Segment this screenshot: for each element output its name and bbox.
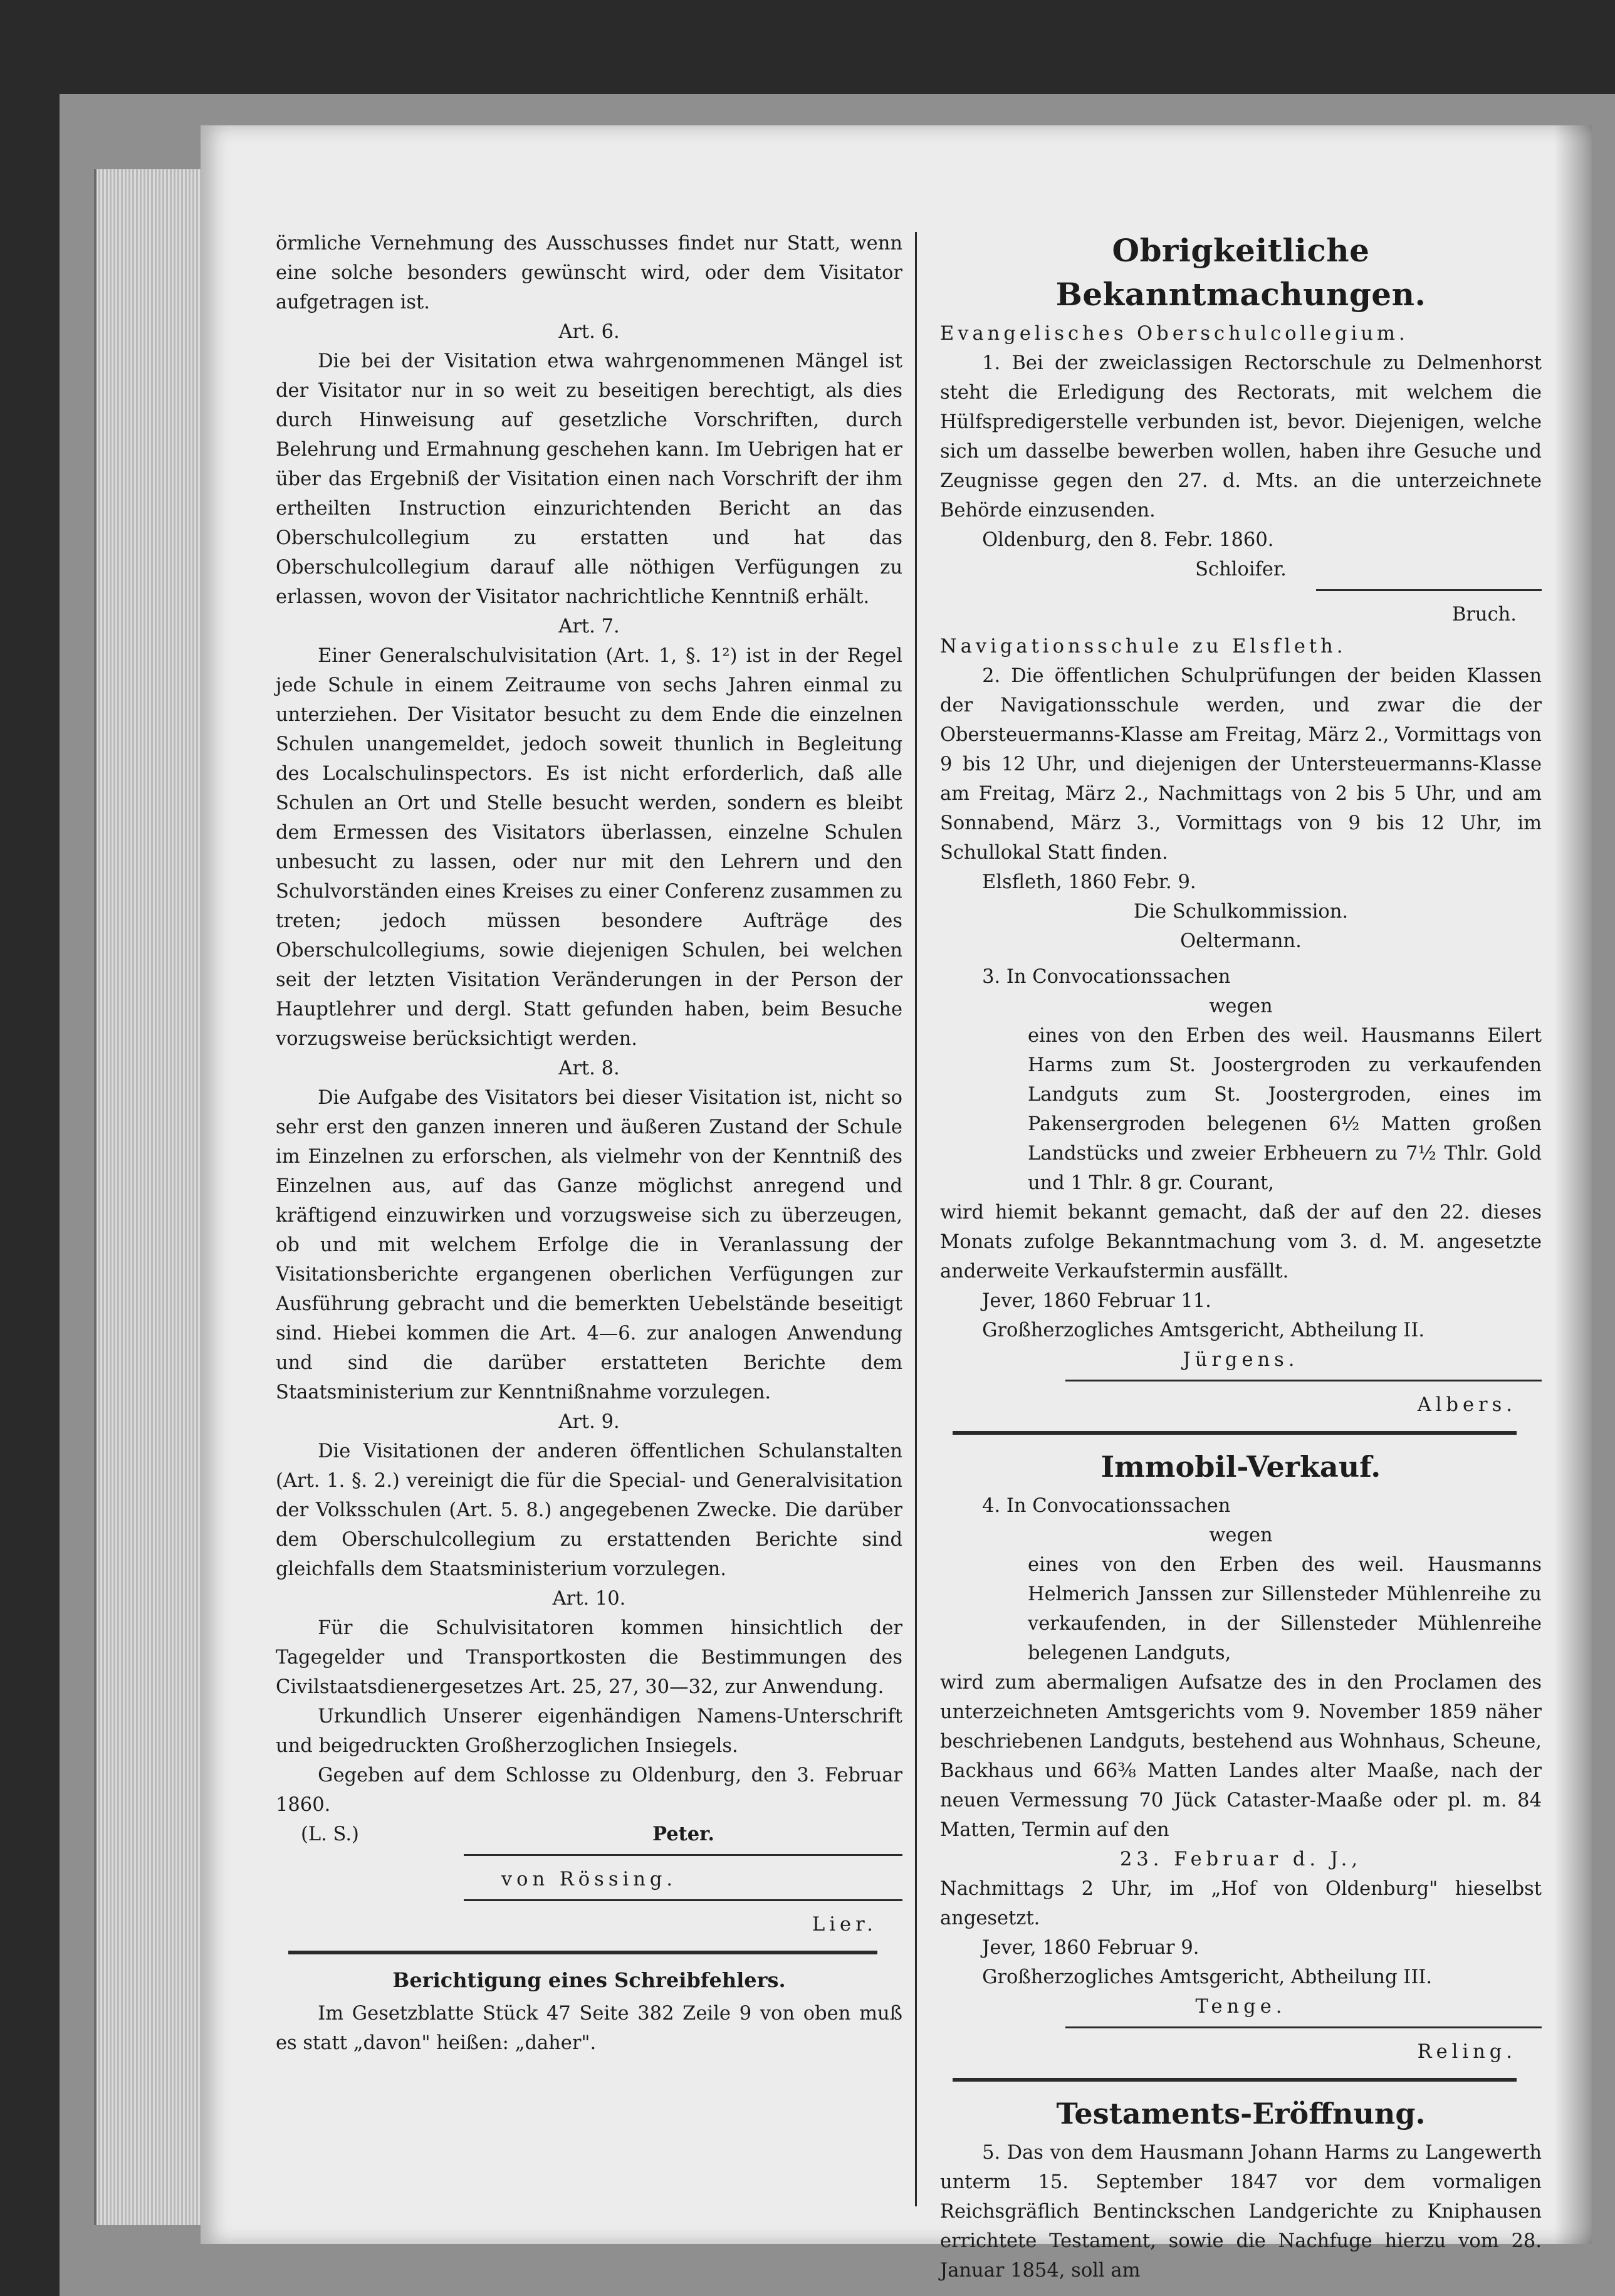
- signature: Oeltermann.: [1180, 930, 1302, 952]
- notice-5: 5. Das von dem Hausmann Johann Harms zu Langewerth unterm 15. September 1847 vor dem vormaligen Reichsgräflich Bentinckschen Landgerichte zu Kniphausen errichtete Testament, sowie die Nachfuge hierzu vom 28. Januar 1854, soll am: [940, 2142, 1542, 2282]
- column-divider: [915, 232, 917, 2206]
- notice-3-heading: 3. In Convocationssachen: [982, 966, 1231, 988]
- page-headline: Obrigkeitliche Bekanntmachungen.: [1055, 232, 1426, 313]
- paragraph: Urkundlich Unserer eigenhändigen Namens-Unterschrift und beigedruckten Großherzoglichen Insiegels.: [276, 1706, 902, 1757]
- page-edges: [94, 169, 209, 2225]
- document-page: [201, 125, 1592, 2282]
- paragraph: Die bei der Visitation etwa wahrgenommenen Mängel ist der Visitator nur in so weit zu beseitigen berechtigt, als dies durch Hinweisung auf gesetzliche Vorschriften, durch Belehrung und Ermahnung geschehen kann. Im Uebrigen hat er über das Ergebniß der Visitation einen nach Vorschrift der ihm ertheilten Instruction einzurichtenden Bericht an das Oberschulcollegium zu erstatten und hat das Oberschulcollegium darauf alle nöthigen Verfügungen zu erlassen, wovon der Visitator nachrichtliche Kenntniß erhält.: [276, 350, 902, 608]
- signature-lier: Lier.: [812, 1914, 877, 1936]
- section-rule: [953, 1431, 1517, 1435]
- court-name: Großherzogliches Amtsgericht, Abtheilung II.: [982, 1319, 1425, 1341]
- wegen-label: wegen: [1209, 995, 1273, 1017]
- left-column: [276, 229, 902, 2058]
- section-title-immobil: Immobil-Verkauf.: [1100, 1450, 1381, 1484]
- signature: Bruch.: [1451, 604, 1517, 626]
- seal-mark: (L. S.): [301, 1823, 359, 1845]
- signature: Tenge.: [1195, 1996, 1287, 2018]
- paragraph: Die Aufgabe des Visitators bei dieser Visitation ist, nicht so sehr erst den ganzen inneren und äußeren Zustand der Schule im Einzelnen zu erforschen, als vielmehr von der Kenntniß des Einzelnen aus, auf das Ganze möglichst anregend und kräftigend einzuwirken und vorzugsweise sich zu überzeugen, ob und mit welchem Erfolge die in Veranlassung der Visitationsberichte ergangenen oberlichen Verfügungen zur Ausführung gebracht und die bemerkten Uebelstände beseitigt sind. Hiebei kommen die Art. 4—6. zur analogen Anwendung und sind die darüber erstatteten Berichte dem Staatsministerium zur Kenntnißnahme vorzulegen.: [276, 1087, 902, 1403]
- rule: [1316, 589, 1542, 591]
- notice-2: 2. Die öffentlichen Schulprüfungen der beiden Klassen der Navigationsschule werden, und zwar die der Obersteuermanns-Klasse am Freitag, März 2., Vormittags von 9 bis 12 Uhr, und diejenigen der Untersteuermanns-Klasse am Freitag, März 2., Nachmittags von 2 bis 5 Uhr, und am Sonnabend, März 3., Vormittags von 9 bis 12 Uhr, im Schullokal Statt finden.: [940, 665, 1542, 864]
- article-heading: Art. 8.: [558, 1057, 620, 1079]
- notice-3-subject: eines von den Erben des weil. Hausmanns Eilert Harms zum St. Joostergroden zu verkaufenden Landguts zum St. Joostergroden, eines im Pakensergroden belegenen 6½ Matten großen Landstücks und zweier Erbheuern zu 7½ Thlr. Gold und 1 Thlr. 8 gr. Courant,: [1028, 1025, 1542, 1194]
- notice-1: 1. Bei der zweiclassigen Rectorschule zu Delmenhorst steht die Erledigung des Rectorats, mit welchem die Hülfspredigerstelle verbunden ist, bevor. Diejenigen, welche sich um dasselbe bewerben wollen, haben ihre Gesuche und Zeugnisse gegen den 27. d. Mts. an die unterzeichnete Behörde einzusenden.: [940, 352, 1542, 522]
- notice-4-text: wird zum abermaligen Aufsatze des in den Proclamen des unterzeichneten Amtsgerichts vom 9. November 1859 näher beschriebenen Landguts, bestehend aus Wohnhaus, Scheune, Backhaus und 66⅜ Matten Landes alter Maaße, nach der neuen Vermessung 70 Jück Cataster-Maaße oder pl. m. 84 Matten, Termin auf den: [940, 1672, 1542, 1841]
- notice-4-heading: 4. In Convocationssachen: [982, 1495, 1231, 1517]
- signature-peter: Peter.: [652, 1823, 714, 1845]
- termin-date: 23. Februar d. J.,: [1119, 1848, 1362, 1870]
- rule: [1065, 2026, 1542, 2028]
- rule: [464, 1854, 902, 1856]
- correction-title: Berichtigung eines Schreibfehlers.: [392, 1968, 786, 1992]
- article-heading: Art. 7.: [558, 616, 620, 637]
- signature: Die Schulkommission.: [1133, 901, 1349, 923]
- article-heading: Art. 10.: [552, 1588, 626, 1610]
- signature: Reling.: [1417, 2041, 1517, 2063]
- section-title-testament: Testaments-Eröffnung.: [1056, 2097, 1426, 2131]
- paragraph: Für die Schulvisitatoren kommen hinsichtlich der Tagegelder und Transportkosten die Bestimmungen des Civilstaatsdienergesetzes Art. 25, 27, 30—32, zur Anwendung.: [276, 1617, 902, 1698]
- section-heading: Evangelisches Oberschulcollegium.: [940, 323, 1409, 345]
- paragraph: Einer Generalschulvisitation (Art. 1, §. 1²) ist in der Regel jede Schule in einem Zeitraume von sechs Jahren einmal zu unterziehen. Der Visitator besucht zu dem Ende die einzelnen Schulen unangemeldet, jedoch soweit thunlich in Begleitung des Localschulinspectors. Es ist nicht erforderlich, daß alle Schulen an Ort und Stelle besucht werden, sondern es bleibt dem Ermessen des Visitators überlassen, einzelne Schulen unbesucht zu lassen, oder nur mit den Lehrern und den Schulvorständen eines Kreises zu einer Conferenz zusammen zu treten; jedoch müssen besondere Aufträge des Oberschulcollegiums, sowie diejenigen Schulen, bei welchen seit der letzten Visitation Veränderungen in der Person der Hauptlehrer und dergl. Statt gefunden haben, beim Besuche vorzugsweise berücksichtigt werden.: [276, 645, 902, 1050]
- notice-3-text: wird hiemit bekannt gemacht, daß der auf den 22. dieses Monats zufolge Bekanntmachung vom 3. d. M. angesetzte anderweite Verkaufstermin ausfällt.: [940, 1202, 1542, 1282]
- wegen-label: wegen: [1209, 1524, 1273, 1546]
- signature: Jürgens.: [1183, 1349, 1299, 1371]
- notice-4-text: Nachmittags 2 Uhr, im „Hof von Oldenburg" hieselbst angesetzt.: [940, 1878, 1542, 1929]
- court-name: Großherzogliches Amtsgericht, Abtheilung III.: [982, 1966, 1433, 1988]
- rule: [464, 1899, 902, 1901]
- notice-date: Oldenburg, den 8. Febr. 1860.: [982, 529, 1274, 551]
- section-rule: [288, 1951, 877, 1954]
- rule: [1065, 1380, 1542, 1381]
- article-heading: Art. 9.: [558, 1411, 620, 1433]
- paragraph: örmliche Vernehmung des Ausschusses findet nur Statt, wenn eine solche besonders gewünscht wird, oder dem Visitator aufgetragen ist.: [276, 233, 902, 313]
- page-gutter-shadow: [1554, 125, 1592, 2244]
- signature: Schloifer.: [1195, 558, 1287, 580]
- notice-date: Elsfleth, 1860 Febr. 9.: [982, 871, 1196, 893]
- signature-roessing: von Rössing.: [501, 1869, 677, 1890]
- section-rule: [953, 2078, 1517, 2082]
- notice-date: Jever, 1860 Februar 11.: [982, 1290, 1211, 1312]
- paragraph: Die Visitationen der anderen öffentlichen Schulanstalten (Art. 1. §. 2.) vereinigt die für die Special- und Generalvisitation der Volksschulen (Art. 5. 8.) angegebenen Zwecke. Die darüber dem Oberschulcollegium zu erstattenden Berichte sind gleichfalls dem Staatsministerium vorzulegen.: [276, 1440, 902, 1580]
- correction-text: Im Gesetzblatte Stück 47 Seite 382 Zeile 9 von oben muß es statt „davon" heißen: „daher".: [276, 2003, 902, 2054]
- article-heading: Art. 6.: [558, 321, 620, 343]
- signature: Albers.: [1417, 1394, 1517, 1416]
- section-heading: Navigationsschule zu Elsfleth.: [940, 636, 1347, 658]
- right-column: [940, 229, 1542, 2285]
- signature-row: [276, 1820, 902, 1849]
- notice-4-subject: eines von den Erben des weil. Hausmanns Helmerich Janssen zur Sillensteder Mühlenreihe zu verkaufenden, in der Sillensteder Mühlenreihe belegenen Landguts,: [1028, 1554, 1542, 1664]
- paragraph: Gegeben auf dem Schlosse zu Oldenburg, den 3. Februar 1860.: [276, 1764, 902, 1816]
- notice-date: Jever, 1860 Februar 9.: [982, 1937, 1199, 1959]
